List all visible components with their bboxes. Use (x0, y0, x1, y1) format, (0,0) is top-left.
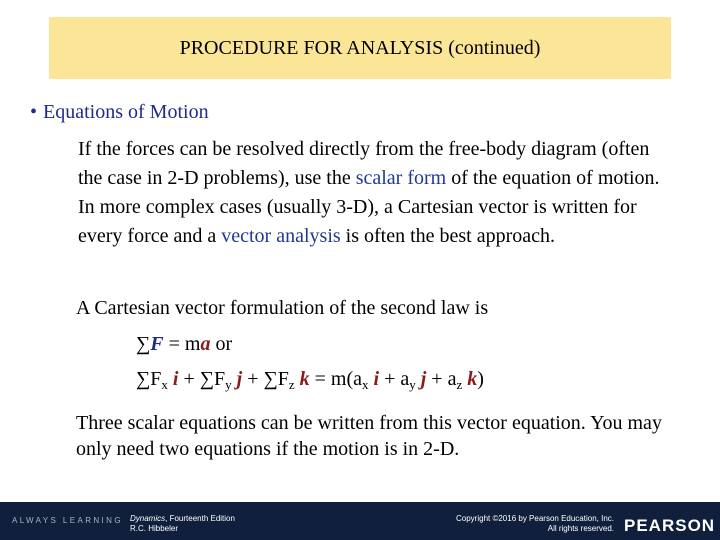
sum-symbol: ∑ (136, 333, 151, 355)
slide-title: PROCEDURE FOR ANALYSIS (continued) (179, 37, 541, 59)
footer-copyright (456, 514, 614, 534)
eq-term: ) (477, 368, 484, 390)
rights-text: All rights reserved. (547, 524, 614, 533)
paragraph-intro-part3: is often the best approach. (340, 225, 556, 247)
section-heading-text: Equations of Motion (43, 101, 209, 123)
equation-components (136, 368, 484, 391)
formula-intro: A Cartesian vector formulation of the second law is (76, 297, 489, 319)
unit-vector-j: j (236, 368, 243, 390)
unit-vector-k: k (299, 368, 310, 390)
highlight-scalar-form: scalar form (355, 167, 447, 189)
paragraph-intro (78, 135, 668, 251)
acceleration-vector: a (200, 333, 211, 355)
eq-subscript: y (225, 377, 232, 392)
force-vector: F (150, 333, 164, 355)
eq-subscript: x (161, 377, 168, 392)
eq-term: + a (379, 368, 410, 390)
paragraph-intro-part2: of the equation of motion. In more complex cases (usually 3-D), a Cartesian vector is written for every force and a (78, 167, 660, 247)
or-text: or (210, 333, 233, 355)
eq-term: + ∑F (178, 368, 226, 390)
paragraph-intro-part1: If the forces can be resolved directly from the free-body diagram (often the case in 2-D problems), use the (78, 138, 650, 189)
eq-subscript: x (362, 377, 369, 392)
eq-term: ∑F (136, 368, 162, 390)
highlight-vector-analysis: vector analysis (221, 225, 341, 247)
paragraph-scalar-equations: Three scalar equations can be written from this vector equation. You may only need two equations if the motion is in 2-D. (76, 412, 662, 460)
unit-vector-i: i (373, 368, 380, 390)
copyright-text: Copyright ©2016 by Pearson Education, Inc. (456, 514, 614, 523)
eq-term: + a (426, 368, 457, 390)
eq-subscript: z (288, 377, 295, 392)
book-author: R.C. Hibbeler (130, 524, 179, 533)
equation-vector (136, 333, 232, 356)
title-banner (49, 17, 671, 79)
footer-book-info (130, 514, 235, 534)
eq-subscript: z (456, 377, 463, 392)
book-title: Dynamics (130, 514, 166, 523)
section-heading (30, 101, 209, 124)
unit-vector-k: k (467, 368, 478, 390)
unit-vector-j: j (420, 368, 427, 390)
footer-bar (0, 502, 720, 540)
equals-m: = m (163, 333, 201, 355)
book-edition: , Fourteenth Edition (165, 514, 235, 523)
bullet-icon: • (30, 101, 38, 123)
eq-subscript: y (409, 377, 416, 392)
eq-term: + ∑F (242, 368, 289, 390)
unit-vector-i: i (172, 368, 179, 390)
footer-tagline: ALWAYS LEARNING (12, 516, 123, 525)
eq-term: = m(a (309, 368, 363, 390)
pearson-logo: PEARSON (624, 516, 716, 535)
